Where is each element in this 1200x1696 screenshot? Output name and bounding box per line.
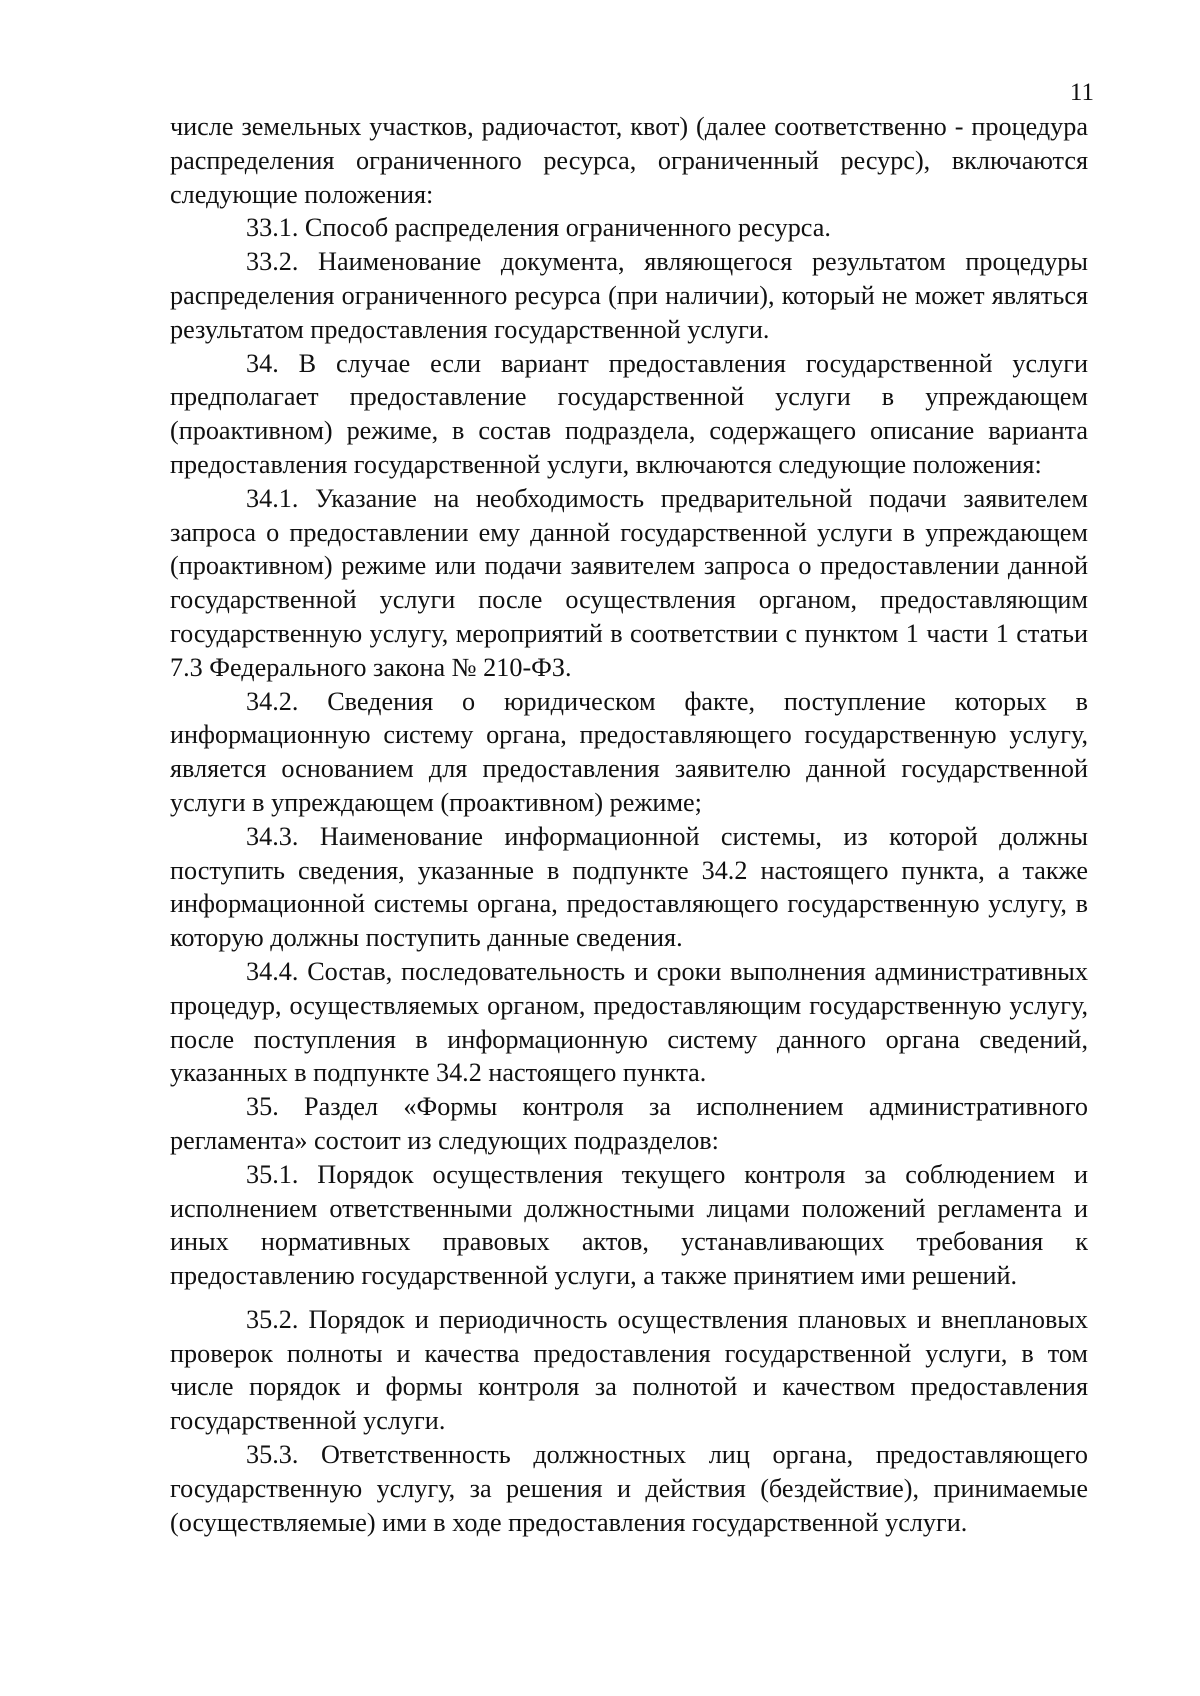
- document-body: [170, 110, 1088, 1539]
- paragraph-33-1: 33.1. Способ распределения ограниченного ресурса.: [246, 213, 831, 243]
- paragraph-33-2: 33.2. Наименование документа, являющегося результатом процедуры распределения ограниченного ресурса (при наличии), который не может являться результатом предоставления государственной услуги.: [170, 247, 1088, 344]
- paragraph-34: 34. В случае если вариант предоставления государственной услуги предполагает предоставление государственной услуги в упреждающем (проактивном) режиме, в состав подраздела, содержащего описание варианта предоставления государственной услуги, включаются следующие положения:: [170, 348, 1088, 479]
- paragraph-intro: числе земельных участков, радиочастот, квот) (далее соответственно - процедура распределения ограниченного ресурса, ограниченный ресурс), включаются следующие положения:: [170, 112, 1088, 209]
- paragraph-34-4: 34.4. Состав, последовательность и сроки выполнения административных процедур, осуществляемых органом, предоставляющим государственную услугу, после поступления в информационную систему данного органа сведений, указанных в подпункте 34.2 настоящего пункта.: [170, 956, 1088, 1088]
- paragraph-34-1: 34.1. Указание на необходимость предварительной подачи заявителем запроса о предоставлении ему данной государственной услуги в упреждающем (проактивном) режиме или подачи заявителем запроса о предоставлении данной государственной услуги после осуществления органом, предоставляющим государственную услугу, мероприятий в соответствии с пунктом 1 части 1 статьи 7.3 Федерального закона № 210-ФЗ.: [170, 483, 1088, 682]
- paragraph-35-1: 35.1. Порядок осуществления текущего контроля за соблюдением и исполнением ответственными должностными лицами положений регламента и иных нормативных правовых актов, устанавливающих требования к предоставлению государственной услуги, а также принятием ими решений.: [170, 1159, 1088, 1291]
- paragraph-34-3: 34.3. Наименование информационной системы, из которой должны поступить сведения, указанные в подпункте 34.2 настоящего пункта, а также информационной системы органа, предоставляющего государственную услугу, в которую должны поступить данные сведения.: [170, 821, 1088, 953]
- paragraph-35-3: 35.3. Ответственность должностных лиц органа, предоставляющего государственную услугу, за решения и действия (бездействие), принимаемые (осуществляемые) ими в ходе предоставления государственной услуги.: [170, 1440, 1088, 1537]
- paragraph-35-2: 35.2. Порядок и периодичность осуществления плановых и внеплановых проверок полноты и качества предоставления государственной услуги, в том числе порядок и формы контроля за полнотой и качеством предоставления государственной услуги.: [170, 1304, 1088, 1436]
- paragraph-34-2: 34.2. Сведения о юридическом факте, поступление которых в информационную систему органа, предоставляющего государственную услугу, является основанием для предоставления заявителю данной государственной услуги в упреждающем (проактивном) режиме;: [170, 686, 1088, 817]
- paragraph-35: 35. Раздел «Формы контроля за исполнением административного регламента» состоит из следующих подразделов:: [170, 1092, 1088, 1155]
- page-number: 11: [1069, 79, 1094, 106]
